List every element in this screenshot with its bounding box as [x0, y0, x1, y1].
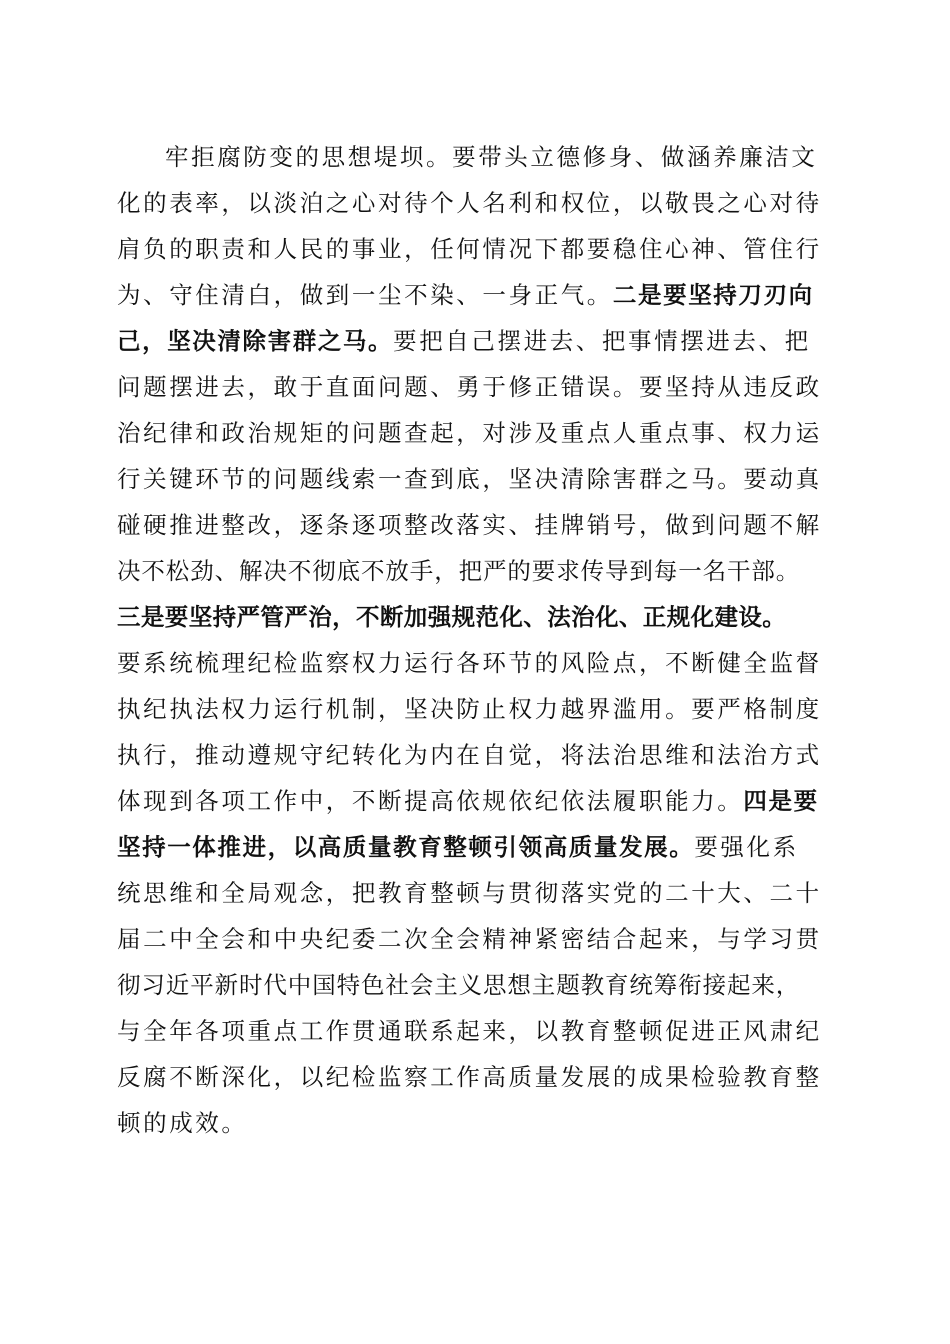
text-line: [117, 502, 829, 548]
text-line: [117, 134, 829, 180]
text-line: [117, 686, 829, 732]
text-line: [117, 548, 829, 594]
body-text: 肩负的职责和人民的事业，任何情况下都要稳住心神、管住行: [117, 235, 822, 263]
body-text: 执行，推动遵规守纪转化为内在自觉，将法治思维和法治方式: [117, 741, 822, 769]
text-line: [117, 732, 829, 778]
text-line: [117, 824, 829, 870]
text-line: [117, 1008, 829, 1054]
body-text: 反腐不断深化，以纪检监察工作高质量发展的成果检验教育整: [117, 1063, 822, 1091]
body-text: 彻习近平新时代中国特色社会主义思想主题教育统筹衔接起来，: [117, 971, 801, 999]
body-text: 问题摆进去，敢于直面问题、勇于修正错误。要坚持从违反政: [117, 373, 822, 401]
text-line: [117, 870, 829, 916]
text-line: [117, 456, 829, 502]
body-paragraph: [117, 134, 829, 1146]
body-text: 牢拒腐防变的思想堤坝。要带头立德修身、做涵养廉洁文: [165, 143, 818, 171]
text-line: [117, 318, 829, 364]
body-text: 治纪律和政治规矩的问题查起，对涉及重点人重点事、权力运: [117, 419, 822, 447]
body-text: 统思维和全局观念，把教育整顿与贯彻落实党的二十大、二十: [117, 879, 822, 907]
text-line: [117, 272, 829, 318]
bold-heading-text: 己，坚决清除害群之马。: [117, 327, 394, 355]
bold-heading-text: 三是要坚持严管严治，不断加强规范化、法治化、正规化建设。: [117, 603, 787, 631]
text-line: [117, 180, 829, 226]
text-line: [117, 640, 829, 686]
body-text: 决不松劲、解决不彻底不放手，把严的要求传导到每一名干部。: [117, 557, 801, 585]
body-text: 与全年各项重点工作贯通联系起来，以教育整顿促进正风肃纪: [117, 1017, 822, 1045]
bold-heading-text: 坚持一体推进，以高质量教育整顿引领高质量发展。: [117, 833, 695, 861]
bold-heading-text: 二是要坚持刀刃向: [612, 281, 814, 309]
body-text: 化的表率，以淡泊之心对待个人名利和权位，以敬畏之心对待: [117, 189, 822, 217]
body-text: 要强化系: [694, 833, 799, 861]
body-text: 要把自己摆进去、把事情摆进去、把: [393, 327, 811, 355]
body-text: 执纪执法权力运行机制，坚决防止权力越界滥用。要严格制度: [117, 695, 822, 723]
text-line: [117, 226, 829, 272]
body-text: 要系统梳理纪检监察权力运行各环节的风险点，不断健全监督: [117, 649, 822, 677]
body-text: 体现到各项工作中，不断提高依规依纪依法履职能力。: [117, 787, 744, 815]
text-line: [117, 410, 829, 456]
body-text: 碰硬推进整改，逐条逐项整改落实、挂牌销号，做到问题不解: [117, 511, 822, 539]
text-line: [117, 364, 829, 410]
body-text: 顿的成效。: [117, 1109, 248, 1137]
text-line: [117, 1100, 829, 1146]
text-line: [117, 1054, 829, 1100]
text-line: [117, 916, 829, 962]
text-line: [117, 962, 829, 1008]
bold-heading-text: 四是要: [743, 787, 819, 815]
text-line: [117, 594, 829, 640]
body-text: 行关键环节的问题线索一查到底，坚决清除害群之马。要动真: [117, 465, 822, 493]
body-text: 届二中全会和中央纪委二次全会精神紧密结合起来，与学习贯: [117, 925, 822, 953]
text-line: [117, 778, 829, 824]
body-text: 为、守住清白，做到一尘不染、一身正气。: [117, 281, 613, 309]
